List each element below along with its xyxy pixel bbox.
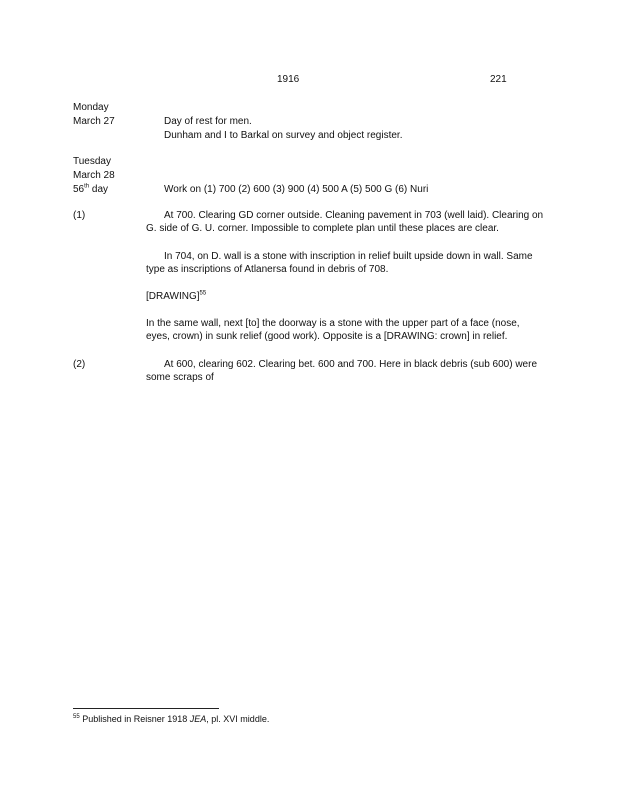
footnote-55: [73, 713, 269, 725]
footnote-ref-55[interactable]: 55: [199, 290, 207, 297]
day-word: day: [91, 184, 109, 195]
header-year: 1916: [277, 74, 300, 85]
date-march-27: March 27: [73, 116, 115, 127]
tuesday-summary: Work on (1) 700 (2) 600 (3) 900 (4) 500 A (5) 500 G (6) Nuri: [164, 184, 429, 195]
drawing-label: [DRAWING]: [146, 291, 200, 302]
drawing-placeholder: [146, 290, 546, 303]
monday-line-1: Day of rest for men.: [164, 116, 252, 127]
monday-line-2: Dunham and I to Barkal on survey and object register.: [164, 130, 403, 141]
footnote-journal: JEA: [189, 714, 207, 724]
date-march-28: March 28: [73, 170, 115, 181]
day-suffix: th: [84, 183, 90, 190]
footnote-text-before: Published in Reisner 1918: [82, 714, 190, 724]
section-2-paragraph-1: At 600, clearing 602. Clearing bet. 600 and 700. Here in black debris (sub 600) were some scraps of: [146, 359, 538, 383]
section-1-label: (1): [73, 210, 86, 221]
day-count: [73, 183, 108, 196]
page-number: 221: [490, 74, 507, 85]
weekday-monday: Monday: [73, 102, 109, 113]
section-1-paragraph-2: In 704, on D. wall is a stone with inscription in relief built upside down in wall. Same type as inscriptions of Atlanersa found in debris of 708.: [146, 251, 533, 275]
section-2-label: (2): [73, 359, 86, 370]
footnote-text-after: , pl. XVI middle.: [206, 714, 270, 724]
section-1-paragraph-3: In the same wall, next [to] the doorway is a stone with the upper part of a face (nose, eyes, crown) in sunk relief (good work). Opposite is a [DRAWING: crown] in relief.: [146, 318, 520, 342]
weekday-tuesday: Tuesday: [73, 156, 111, 167]
section-1-paragraph-1: At 700. Clearing GD corner outside. Cleaning pavement in 703 (well laid). Clearing on G. side of G. U. corner. Impossible to complete plan until these places are clear.: [146, 210, 544, 234]
footnote-number: 55: [73, 714, 80, 720]
day-number: 56: [73, 184, 85, 195]
footnote-rule: [73, 708, 219, 709]
